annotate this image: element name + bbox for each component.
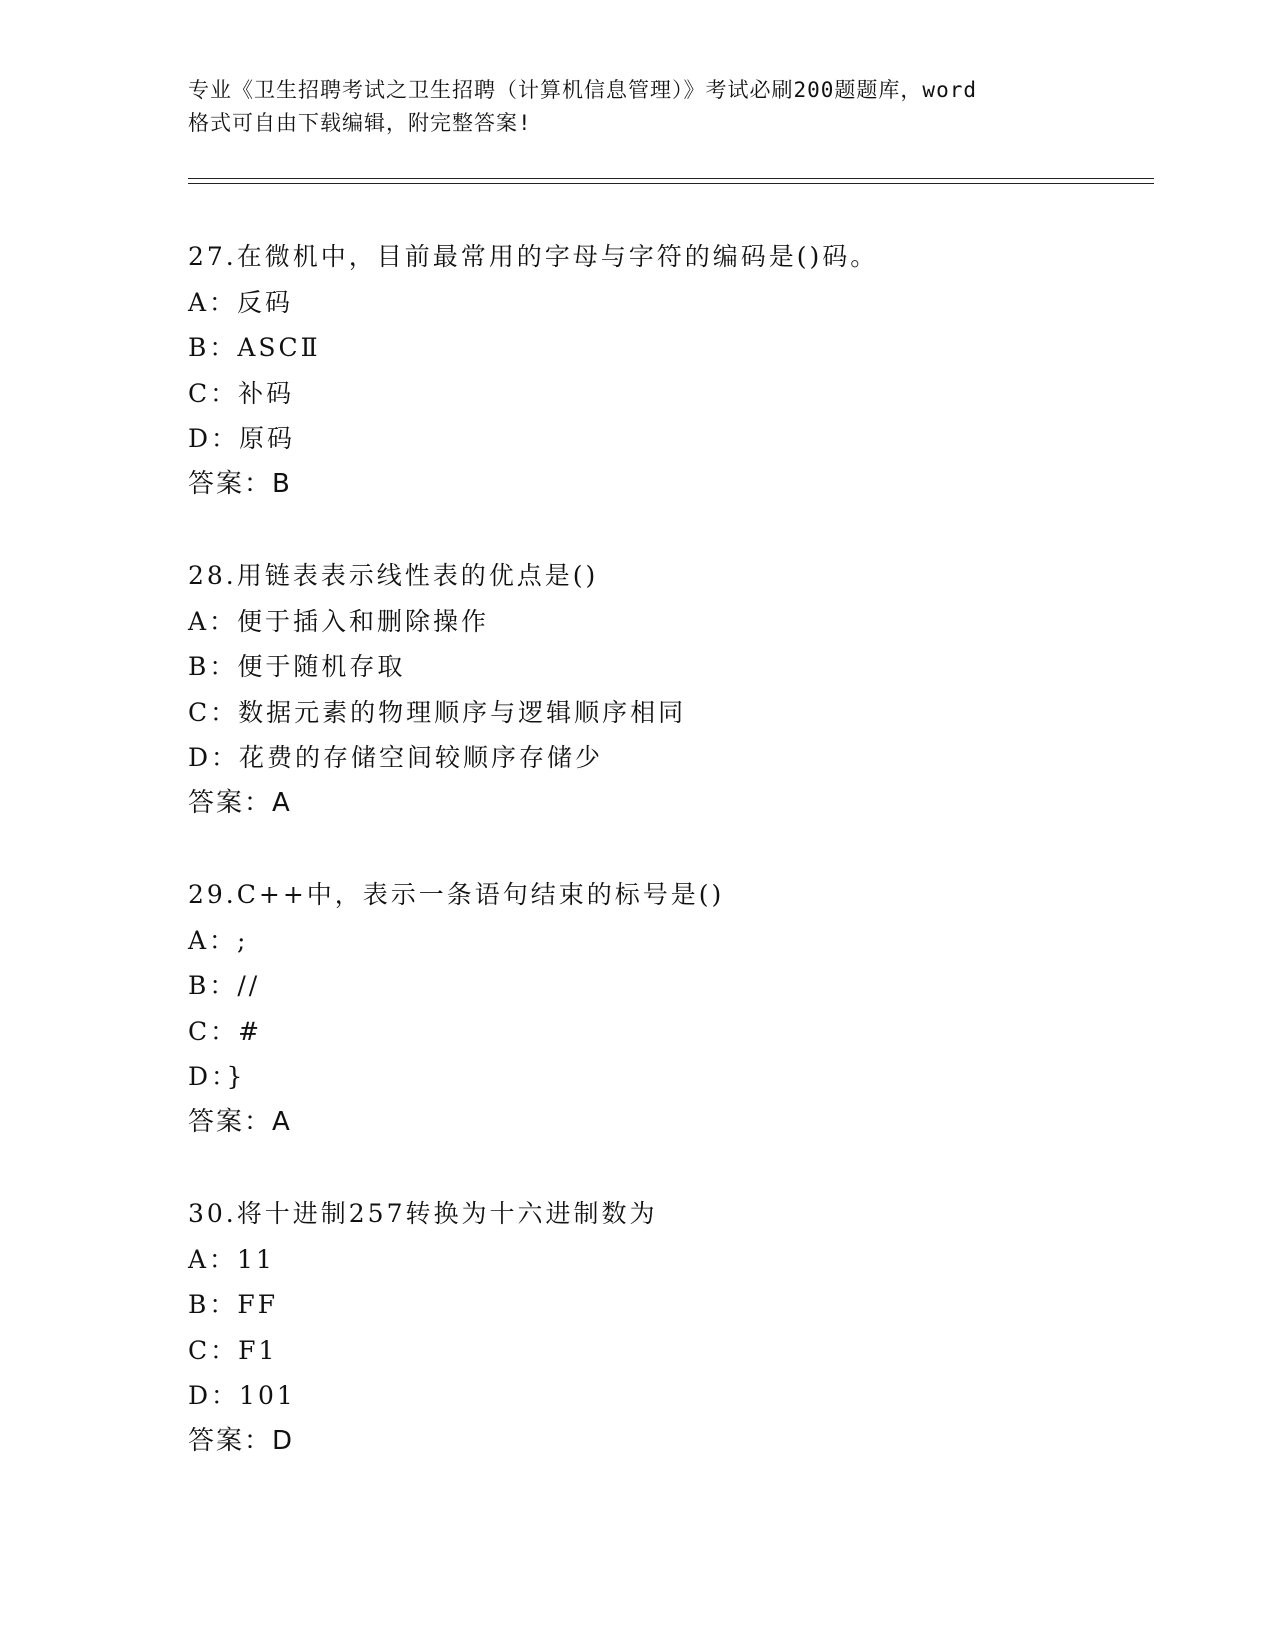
option-c: C：数据元素的物理顺序与逻辑顺序相同 — [188, 697, 687, 727]
option-a: A：便于插入和删除操作 — [188, 606, 490, 636]
option-d: D：花费的存储空间较顺序存储少 — [188, 743, 604, 772]
option-a: A：; — [188, 925, 249, 955]
option-d: D：} — [188, 1062, 246, 1091]
answer-line: 答案：B — [188, 468, 292, 499]
document-header — [188, 74, 1088, 140]
header-divider-bottom — [188, 183, 1154, 184]
question-stem: 27.在微机中，目前最常用的字母与字符的编码是()码。 — [188, 242, 879, 271]
question-stem: 28.用链表表示线性表的优点是() — [188, 561, 599, 590]
answer-line: 答案：D — [188, 1425, 295, 1456]
question-27 — [188, 234, 1148, 507]
header-line-2: 格式可自由下载编辑，附完整答案! — [188, 111, 532, 135]
question-stem: 29.C++中，表示一条语句结束的标号是() — [188, 880, 725, 909]
question-28 — [188, 553, 1148, 826]
option-c: C：补码 — [188, 378, 295, 408]
header-line-1: 专业《卫生招聘考试之卫生招聘（计算机信息管理）》考试必刷200题题库，word — [188, 78, 977, 102]
answer-line: 答案：A — [188, 787, 292, 818]
option-c: C：# — [188, 1016, 263, 1046]
question-stem: 30.将十进制257转换为十六进制数为 — [188, 1199, 658, 1228]
option-a: A：反码 — [188, 287, 294, 317]
option-b: B：便于随机存取 — [188, 652, 406, 681]
question-30 — [188, 1191, 1148, 1464]
header-divider-top — [188, 178, 1154, 179]
answer-line: 答案：A — [188, 1106, 292, 1137]
option-a: A：11 — [188, 1244, 275, 1274]
option-b: B：FF — [188, 1290, 279, 1319]
option-c: C：F1 — [188, 1335, 278, 1365]
option-b: B：// — [188, 971, 261, 1000]
option-d: D：原码 — [188, 424, 296, 453]
option-b: B：ASCⅡ — [188, 333, 321, 362]
question-29 — [188, 872, 1148, 1145]
option-d: D：101 — [188, 1381, 296, 1410]
